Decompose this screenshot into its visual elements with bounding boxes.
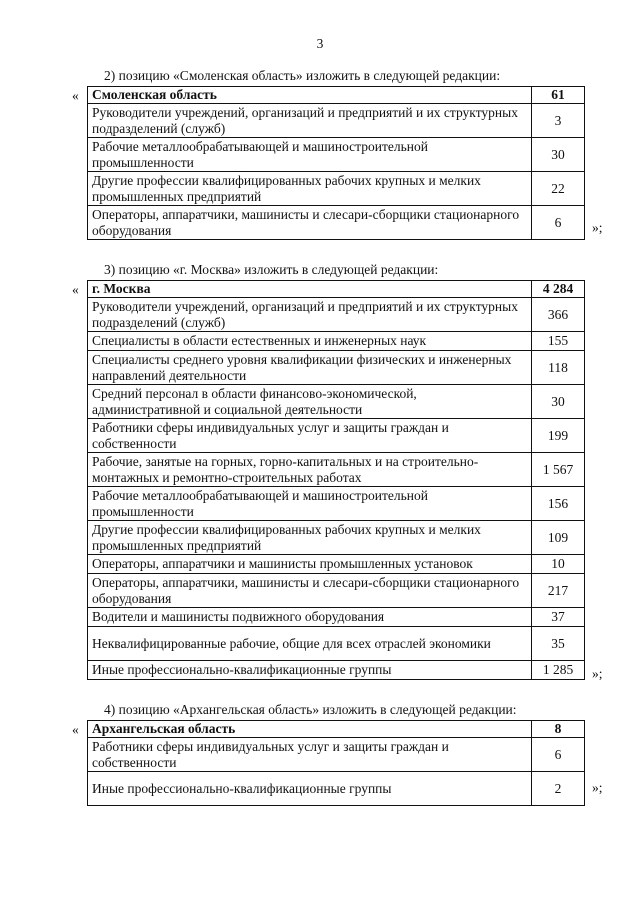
occupation-group: Руководители учреждений, организаций и предприятий и их структурных подразделений (служб): [88, 298, 532, 332]
table-row: [88, 521, 585, 555]
quota-value: 118: [532, 351, 585, 385]
quota-value: 366: [532, 298, 585, 332]
region-table: [87, 280, 585, 680]
table-row: [88, 487, 585, 521]
quota-value: 1 285: [532, 661, 585, 680]
quota-value: 199: [532, 419, 585, 453]
occupation-group: Неквалифицированные рабочие, общие для всех отраслей экономики: [88, 627, 532, 661]
region-table: [87, 86, 585, 240]
table-row: [88, 738, 585, 772]
occupation-group: Рабочие, занятые на горных, горно-капитальных и на строительно-монтажных и ремонтно-строительных работах: [88, 453, 532, 487]
table-row: [88, 298, 585, 332]
quota-value: 30: [532, 138, 585, 172]
table-row: [88, 574, 585, 608]
table-row: [88, 419, 585, 453]
occupation-group: Рабочие металлообрабатывающей и машиностроительной промышленности: [88, 138, 532, 172]
quota-value: 217: [532, 574, 585, 608]
quota-value: 156: [532, 487, 585, 521]
region-name: Смоленская область: [88, 87, 532, 104]
page-number: 3: [316, 36, 324, 51]
table-row: [88, 453, 585, 487]
table-row: [88, 172, 585, 206]
opening-quote: «: [72, 282, 79, 297]
occupation-group: Средний персонал в области финансово-экономической, административной и социальной деятельности: [88, 385, 532, 419]
section-intro: 2) позицию «Смоленская область» изложить в следующей редакции:: [104, 68, 501, 83]
occupation-group: Специалисты в области естественных и инженерных наук: [88, 332, 532, 351]
occupation-group: Руководители учреждений, организаций и предприятий и их структурных подразделений (служб): [88, 104, 532, 138]
occupation-group: Операторы, аппаратчики и машинисты промышленных установок: [88, 555, 532, 574]
region-total: 8: [532, 721, 585, 738]
region-name: г. Москва: [88, 281, 532, 298]
quota-value: 3: [532, 104, 585, 138]
occupation-group: Операторы, аппаратчики, машинисты и слесари-сборщики стационарного оборудования: [88, 206, 532, 240]
table-row: [88, 385, 585, 419]
quota-value: 35: [532, 627, 585, 661]
table-row: [88, 351, 585, 385]
table-row: [88, 772, 585, 806]
quota-value: 155: [532, 332, 585, 351]
table-row: [88, 627, 585, 661]
region-name: Архангельская область: [88, 721, 532, 738]
occupation-group: Другие профессии квалифицированных рабочих крупных и мелких промышленных предприятий: [88, 172, 532, 206]
quota-value: 2: [532, 772, 585, 806]
table-row: [88, 608, 585, 627]
quota-value: 10: [532, 555, 585, 574]
region-total: 4 284: [532, 281, 585, 298]
table-header-row: [88, 87, 585, 104]
table-header-row: [88, 721, 585, 738]
quota-value: 6: [532, 206, 585, 240]
table-row: [88, 555, 585, 574]
closing-quote: »;: [592, 220, 603, 235]
region-total: 61: [532, 87, 585, 104]
occupation-group: Работники сферы индивидуальных услуг и защиты граждан и собственности: [88, 738, 532, 772]
section-intro: 3) позицию «г. Москва» изложить в следующей редакции:: [104, 262, 439, 277]
opening-quote: «: [72, 88, 79, 103]
occupation-group: Рабочие металлообрабатывающей и машиностроительной промышленности: [88, 487, 532, 521]
section-intro: 4) позицию «Архангельская область» изложить в следующей редакции:: [104, 702, 517, 717]
occupation-group: Операторы, аппаратчики, машинисты и слесари-сборщики стационарного оборудования: [88, 574, 532, 608]
quota-value: 30: [532, 385, 585, 419]
quota-value: 22: [532, 172, 585, 206]
quota-value: 1 567: [532, 453, 585, 487]
quota-value: 37: [532, 608, 585, 627]
occupation-group: Специалисты среднего уровня квалификации физических и инженерных направлений деятельности: [88, 351, 532, 385]
table-header-row: [88, 281, 585, 298]
quota-value: 109: [532, 521, 585, 555]
occupation-group: Работники сферы индивидуальных услуг и защиты граждан и собственности: [88, 419, 532, 453]
table-row: [88, 661, 585, 680]
table-row: [88, 104, 585, 138]
table-row: [88, 138, 585, 172]
region-table: [87, 720, 585, 806]
table-row: [88, 206, 585, 240]
occupation-group: Иные профессионально-квалификационные группы: [88, 772, 532, 806]
quota-value: 6: [532, 738, 585, 772]
closing-quote: »;: [592, 780, 603, 795]
occupation-group: Иные профессионально-квалификационные группы: [88, 661, 532, 680]
closing-quote: »;: [592, 666, 603, 681]
opening-quote: «: [72, 722, 79, 737]
table-row: [88, 332, 585, 351]
occupation-group: Водители и машинисты подвижного оборудования: [88, 608, 532, 627]
occupation-group: Другие профессии квалифицированных рабочих крупных и мелких промышленных предприятий: [88, 521, 532, 555]
